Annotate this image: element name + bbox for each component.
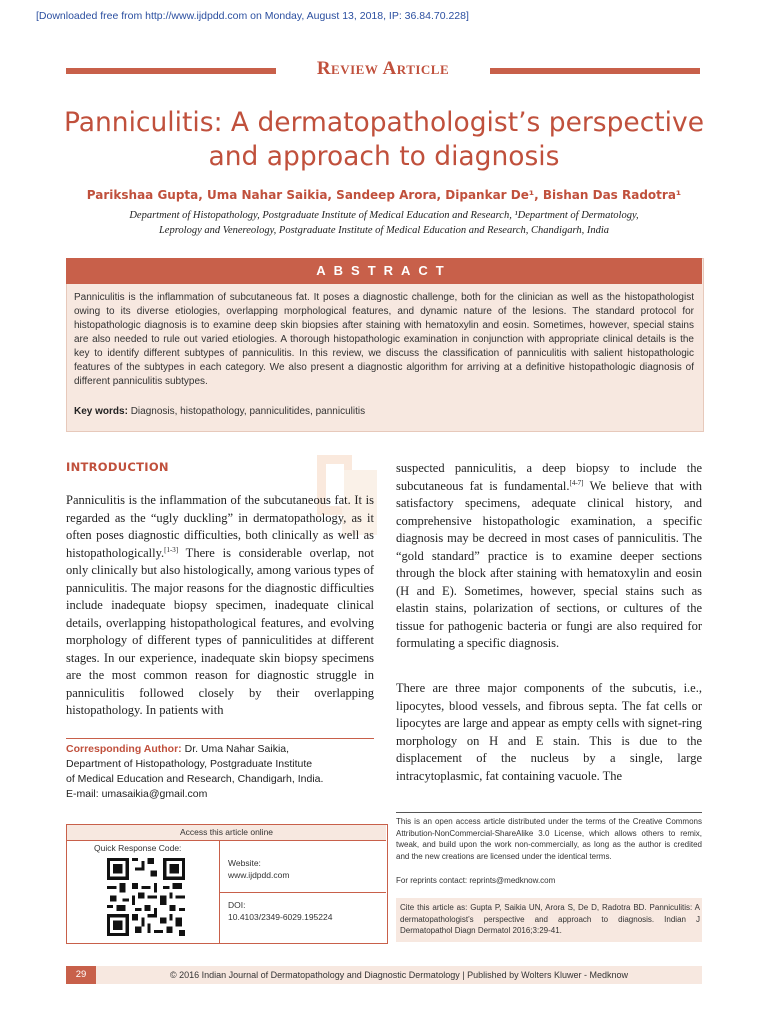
- left-text-a: Panniculitis is the inflammation of the subcutaneous fat. It is regarded as the “ugly duckling” in dermatopathology, as it often poses diagnostic difficulties, both clinically as well as histopathologically.: [66, 493, 374, 560]
- reprints-contact[interactable]: For reprints contact: reprints@medknow.com: [396, 876, 556, 885]
- doi-link[interactable]: 10.4103/2349-6029.195224: [228, 912, 333, 922]
- keywords-list: Diagnosis, histopathology, panniculitides, panniculitis: [130, 406, 366, 417]
- corresponding-email[interactable]: E-mail: umasaikia@gmail.com: [66, 788, 208, 800]
- access-heading: Access this article online: [67, 825, 386, 840]
- left-text-b: There is considerable overlap, not only clinically but also histologically, among various types of panniculitis. The major reasons for the diagnostic difficulties include inadequate biopsy specimen, inadequate clinical details, overlapping histopathological features, and evolving morphology of different types of panniculitides at different stages. In our experience, inadequate skin biopsy specimens are the most common reason for diagnostic struggle in panniculitis followed closely by their overlapping histopathology. In patients with: [66, 545, 374, 717]
- keywords-label: Key words:: [74, 406, 128, 417]
- header-rule-left: [66, 68, 276, 74]
- open-access-notice: This is an open access article distributed under the terms of the Creative Commons Attribution-NonCommercial-ShareAlike 3.0 License, which allows others to remix, tweak, and build upon the work non-commercially, as long as the author is credited and the new creations are licensed under the identical terms.: [396, 817, 702, 861]
- qr-code-icon[interactable]: [107, 858, 185, 936]
- corresponding-line-3: of Medical Education and Research, Chandigarh, India.: [66, 773, 324, 785]
- affiliation-line-2: Leprology and Venereology, Postgraduate Institute of Medical Education and Research, Chandigarh, India: [158, 225, 610, 236]
- citation-text: Cite this article as: Gupta P, Saikia UN, Arora S, De D, Radotra BD. Panniculitis: A dermatopathologist’s perspective and approach to diagnosis. Indian J Dermatopathol Diagn Dermatol 2016;3:29-41.: [400, 903, 700, 935]
- qr-label: Quick Response Code:: [94, 843, 182, 853]
- access-divider: [67, 840, 386, 841]
- introduction-heading: INTRODUCTION: [66, 460, 169, 474]
- corresponding-line-1: [66, 742, 374, 757]
- article-title: [40, 106, 728, 174]
- right-text-a: suspected panniculitis, a deep biopsy to include the subcutaneous fat is fundamental.: [396, 461, 702, 493]
- footer-text: © 2016 Indian Journal of Dermatopathology and Diagnostic Dermatology | Published by Wolters Kluwer - Medknow: [169, 970, 629, 980]
- abstract-heading: ABSTRACT: [66, 258, 702, 284]
- download-note: [Downloaded free from http://www.ijdpdd.com on Monday, August 13, 2018, IP: 36.84.70.228]: [36, 10, 469, 22]
- corresponding-line-2: Department of Histopathology, Postgraduate Institute: [66, 758, 313, 770]
- author-list: Parikshaa Gupta, Uma Nahar Saikia, Sandeep Arora, Dipankar De¹, Bishan Das Radotra¹: [86, 188, 682, 202]
- citation-ref: [4-7]: [569, 478, 584, 487]
- article-type: Review Article: [316, 58, 450, 79]
- page-number: 29: [66, 966, 96, 984]
- license-rule: [396, 812, 702, 813]
- left-column-text: [66, 492, 374, 720]
- right-text-b: We believe that with satisfactory specimens, adequate clinical history, and comprehensive histopathologic examination, a specific diagnosis may be decreed in most cases of panniculitis. The “gold standard” practice is to examine deeper sections through the block after staining with hematoxylin and eosin (H and E). Sometimes, however, special stains such as elastin stains, polarization of sections, or cultures of the tissue for pathogenic bacteria or fungi are also required for formulating a specific diagnosis.: [396, 478, 702, 650]
- abstract-text: Panniculitis is the inflammation of subcutaneous fat. It poses a diagnostic challenge, both for the clinician as well as the histopathologist owing to its diverse etiologies, overlapping morphological features, and dynamic nature of the lesions. The standard protocol for histopathologic diagnosis is to examine deep skin biopsies after staining with hematoxylin and eosin. Sometimes, however, special stains are also needed to rule out varied etiologies. A thorough histopathologic examination in conjunction with appropriate clinical details is the key to identify different subtypes of panniculitis. In this review, we discuss the classification of panniculitis with salient histopathologic features of the subtypes in each category. We also present a diagnostic algorithm for arriving at a definitive histopathologic diagnosis of different panniculitis subtypes.: [74, 292, 694, 387]
- corresponding-rule: [66, 738, 374, 739]
- corresponding-author: [66, 742, 374, 802]
- corresponding-name: Dr. Uma Nahar Saikia,: [181, 743, 290, 755]
- right-column-text-2: There are three major components of the subcutis, i.e., lipocytes, blood vessels, and fibrous septa. The fat cells or lipocytes are large and appear as empty cells with signet-ring morphology on H and E stain. This is due to the displacement of the nucleus by a single, large intracytoplasmic, fat containing vacuole. The: [396, 681, 702, 783]
- access-divider-2: [219, 892, 386, 893]
- right-column-text-1: [396, 460, 702, 653]
- affiliation-line-1: Department of Histopathology, Postgraduate Institute of Medical Education and Research, ¹Department of Dermatology,: [129, 210, 639, 221]
- title-line-2: and approach to diagnosis: [208, 141, 560, 172]
- doi-label: DOI:: [228, 900, 246, 910]
- affiliations: [60, 208, 708, 238]
- website-link[interactable]: www.ijdpdd.com: [228, 870, 290, 880]
- website-label: Website:: [228, 858, 261, 868]
- header-rule-right: [490, 68, 700, 74]
- keywords: [74, 406, 694, 417]
- citation-ref: [1-3]: [164, 545, 179, 554]
- corresponding-label: Corresponding Author:: [66, 743, 182, 755]
- title-line-1: Panniculitis: A dermatopathologist’s perspective: [63, 107, 705, 138]
